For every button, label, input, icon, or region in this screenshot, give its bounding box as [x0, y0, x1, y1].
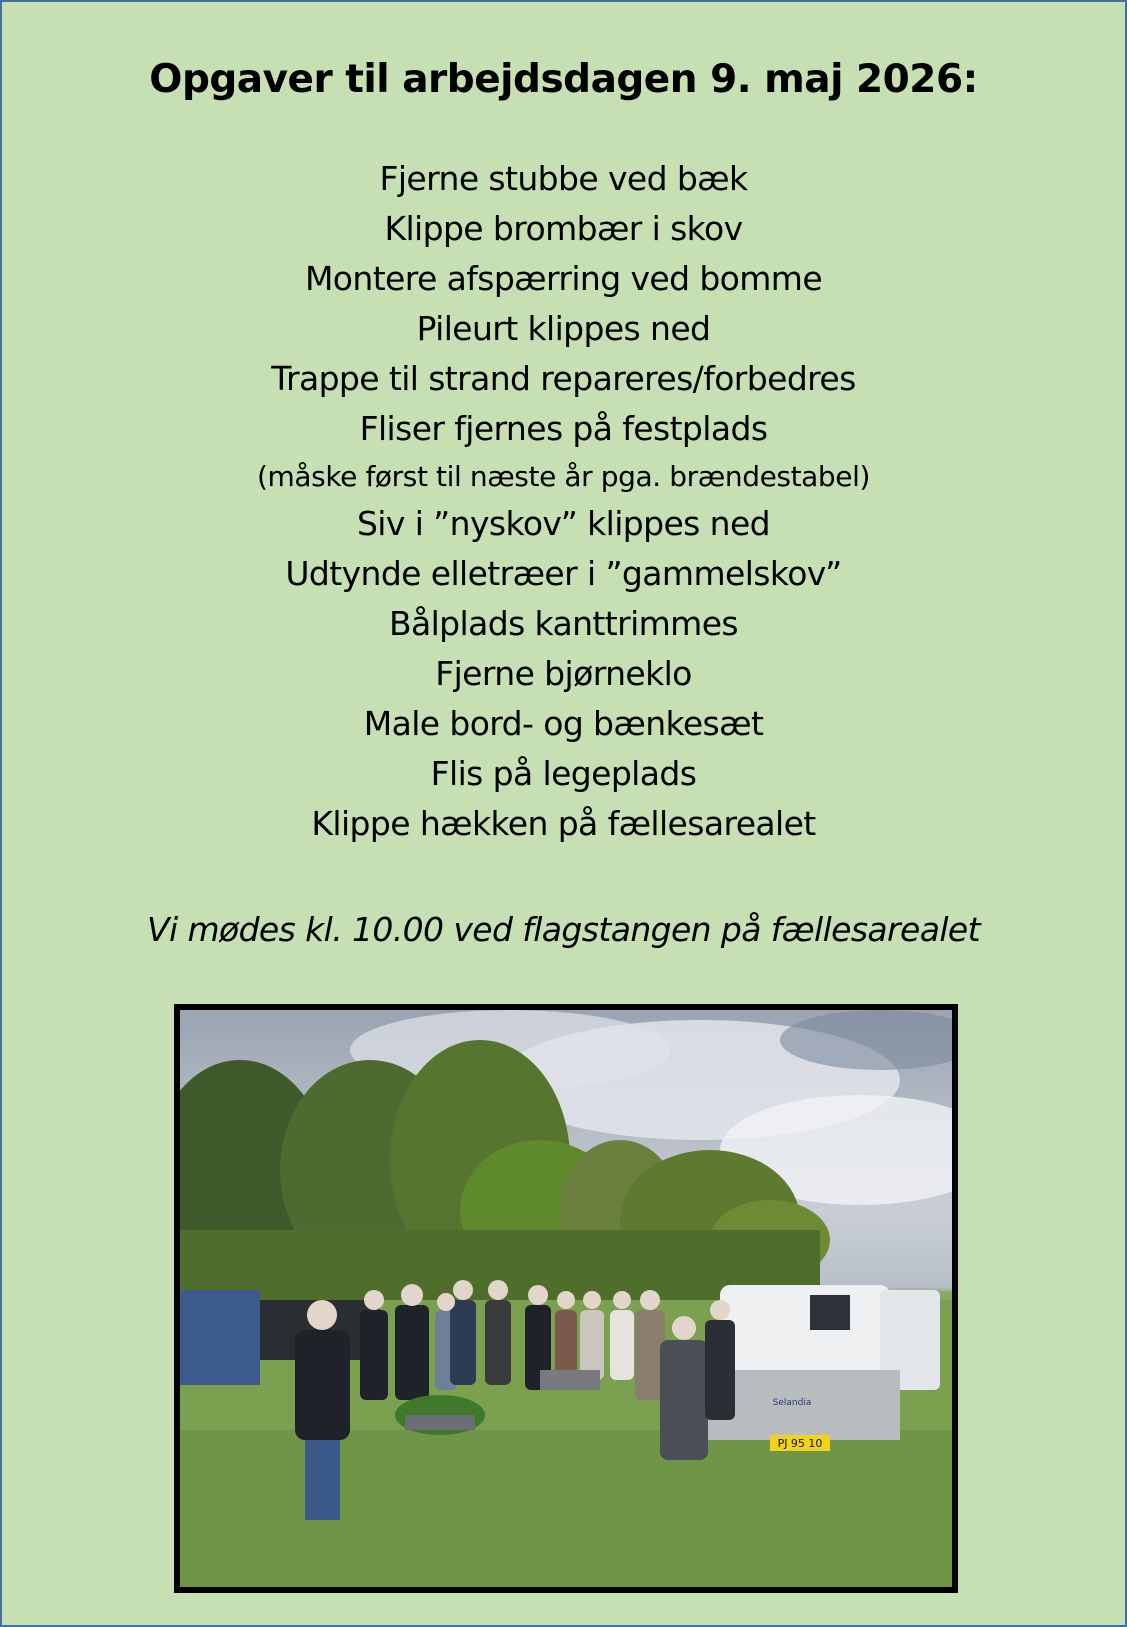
photo-scene — [180, 1010, 952, 1587]
task-item: Trappe til strand repareres/forbedres — [271, 359, 856, 398]
task-item: Bålplads kanttrimmes — [388, 604, 739, 643]
task-note: (måske først til næste år pga. brændestabel) — [256, 460, 871, 493]
task-item: Fjerne bjørneklo — [435, 654, 692, 693]
task-list — [2, 154, 1125, 849]
task-item: Klippe brombær i skov — [384, 209, 743, 248]
blue-trailer-shape — [180, 1290, 260, 1385]
task-item: Klippe hækken på fællesarealet — [311, 804, 816, 843]
task-item: Pileurt klippes ned — [416, 309, 711, 348]
task-item: Montere afspærring ved bomme — [304, 259, 823, 298]
task-item: Male bord- og bænkesæt — [363, 704, 764, 743]
group-photo — [174, 1004, 958, 1593]
task-item: Fliser fjernes på festplads — [359, 409, 768, 448]
task-item: Siv i ”nyskov” klippes ned — [356, 504, 771, 543]
task-item: Fjerne stubbe ved bæk — [379, 159, 748, 198]
trailer-brand-text: Selandia — [772, 1398, 812, 1408]
task-item: Flis på legeplads — [430, 754, 697, 793]
meeting-info: Vi mødes kl. 10.00 ved flagstangen på fællesarealet — [147, 910, 980, 949]
task-item: Udtynde elletræer i ”gammelskov” — [285, 554, 842, 593]
page-title: Opgaver til arbejdsdagen 9. maj 2026: — [149, 57, 978, 102]
license-plate-text: PJ 95 10 — [777, 1437, 823, 1450]
